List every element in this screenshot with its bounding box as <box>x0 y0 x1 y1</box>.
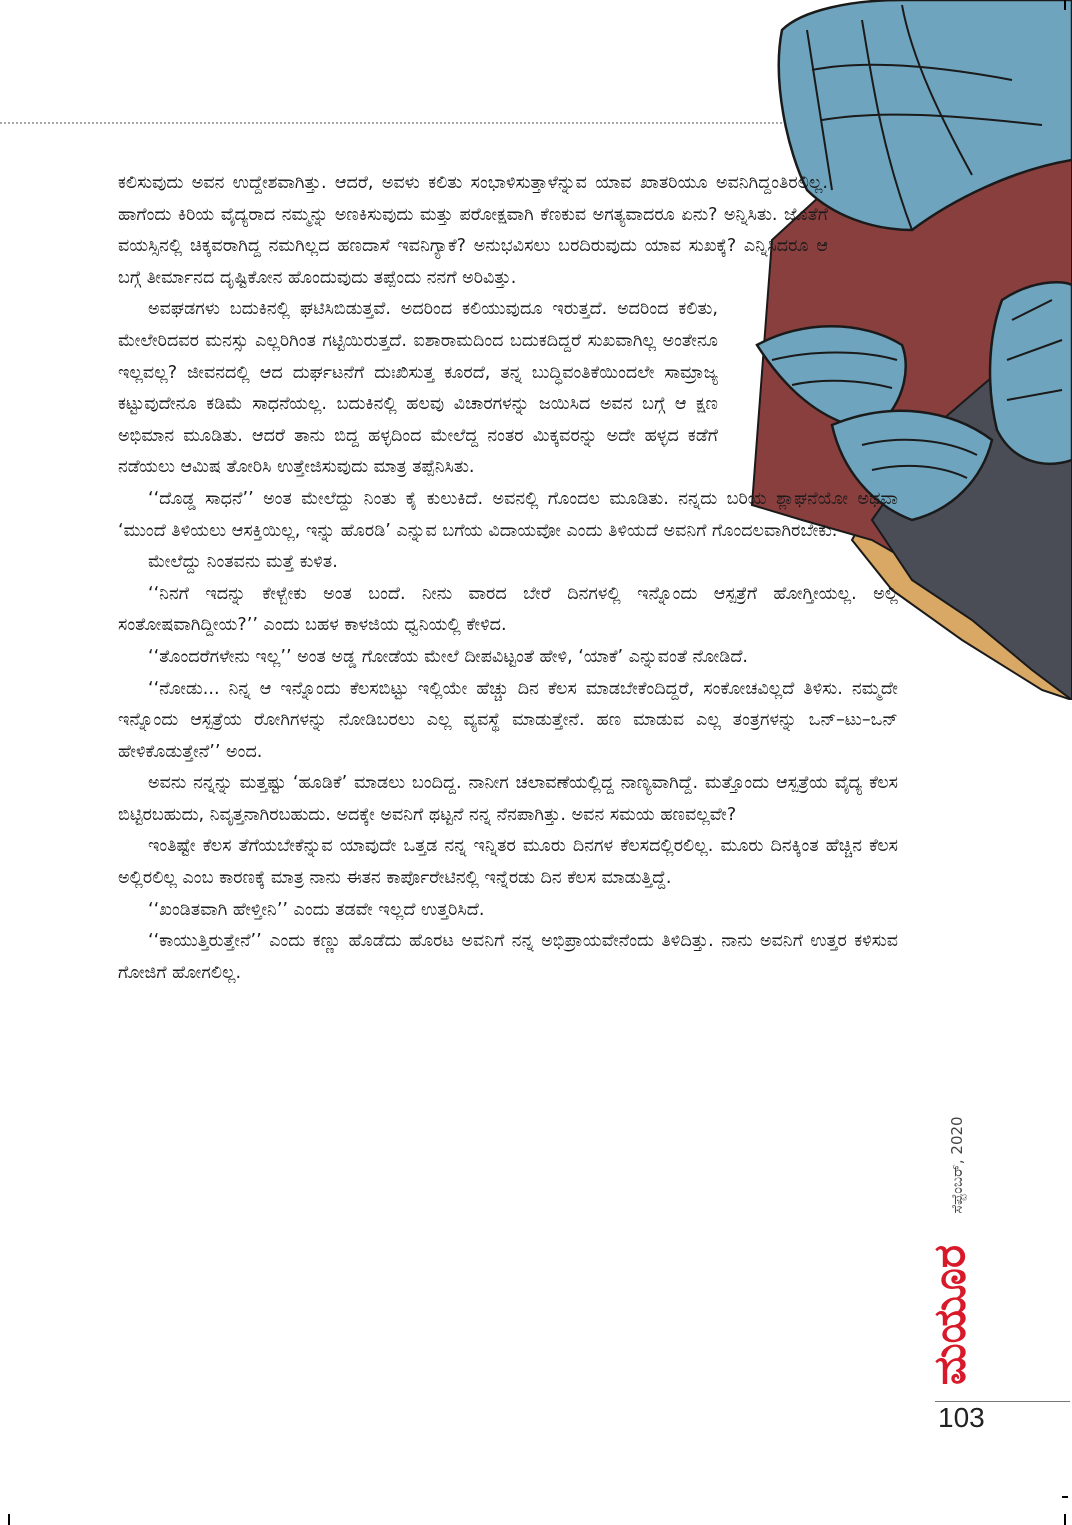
issue-date <box>947 1090 967 1240</box>
paragraph: ಮೇಲೆದ್ದು ನಿಂತವನು ಮತ್ತೆ ಕುಳಿತ. <box>148 552 338 573</box>
paragraph: ‘‘ನಿನಗೆ ಇದನ್ನು ಕೇಳ್ಬೇಕು ಅಂತ ಬಂದೆ. ನೀನು ವಾರದ ಬೇರೆ ದಿನಗಳಲ್ಲಿ ಇನ್ನೊಂದು ಆಸ್ಪತ್ರೆಗೆ ಹೋಗ್ತೀಯಲ್ಲ. ಅಲ್ಲಿ ಸಂತೋಷವಾಗಿದ್ದೀಯ?’’ ಎಂದು ಬಹಳ ಕಾಳಜಿಯ ಧ್ವನಿಯಲ್ಲಿ ಕೇಳಿದ. <box>118 583 898 636</box>
paragraph: ಅವಘಡಗಳು ಬದುಕಿನಲ್ಲಿ ಘಟಿಸಿಬಿಡುತ್ತವೆ. ಅದರಿಂದ ಕಲಿಯುವುದೂ ಇರುತ್ತದೆ. ಅದರಿಂದ ಕಲಿತು, ಮೇಲೇರಿದವರ ಮನಸ್ಸು ಎಲ್ಲರಿಗಿಂತ ಗಟ್ಟಿಯಿರುತ್ತದೆ. ಐಶಾರಾಮದಿಂದ ಬದುಕದಿದ್ದರೆ ಸುಖವಾಗಿಲ್ಲ ಅಂತೇನೂ ಇಲ್ಲವಲ್ಲ? ಜೀವನದಲ್ಲಿ ಆದ ದುರ್ಘಟನೆಗೆ ದುಃಖಿಸುತ್ತ ಕೂರದೆ, ತನ್ನ ಬುದ್ಧಿವಂತಿಕೆಯಿಂದಲೇ ಸಾಮ್ರಾಜ್ಯ ಕಟ್ಟುವುದೇನೂ ಕಡಿಮೆ ಸಾಧನೆಯಲ್ಲ. ಬದುಕಿನಲ್ಲಿ ಹಲವು ವಿಚಾರಗಳನ್ನು ಜಯಿಸಿದ ಅವನ ಬಗ್ಗೆ ಆ ಕ್ಷಣ ಅಭಿಮಾನ ಮೂಡಿತು. ಆದರೆ ತಾನು ಬಿದ್ದ ಹಳ್ಳದಿಂದ ಮೇಲೆದ್ದ ನಂತರ ಮಿಕ್ಕವರನ್ನು ಅದೇ ಹಳ್ಳದ ಕಡೆಗೆ ನಡೆಯಲು ಆಮಿಷ ತೋರಿಸಿ ಉತ್ತೇಜಿಸುವುದು ಮಾತ್ರ ತಪ್ಪೆನಿಸಿತು. <box>118 299 718 478</box>
crop-mark <box>1064 0 1066 10</box>
paragraph: ಕಲಿಸುವುದು ಅವನ ಉದ್ದೇಶವಾಗಿತ್ತು. ಆದರೆ, ಅವಳು ಕಲಿತು ಸಂಭಾಳಿಸುತ್ತಾಳೆನ್ನುವ ಯಾವ ಖಾತರಿಯೂ ಅವನಿಗಿದ್ದಂತಿರಲಿಲ್ಲ. ಹಾಗೆಂದು ಕಿರಿಯ ವೈದ್ಯರಾದ ನಮ್ಮನ್ನು ಅಣಕಿಸುವುದು ಮತ್ತು ಪರೋಕ್ಷವಾಗಿ ಕೆಣಕುವ ಅಗತ್ಯವಾದರೂ ಏನು? ಅನ್ನಿಸಿತು. ಜೊತೆಗೆ ವಯಸ್ಸಿನಲ್ಲಿ ಚಿಕ್ಕವರಾಗಿದ್ದ ನಮಗಿಲ್ಲದ ಹಣದಾಸೆ ಇವನಿಗ್ಯಾಕೆ? ಅನುಭವಿಸಲು ಬರದಿರುವುದು ಯಾವ ಸುಖಕ್ಕೆ? ಎನ್ನಿಸಿದರೂ ಆ ಬಗ್ಗೆ ತೀರ್ಮಾನದ ದೃಷ್ಟಿಕೋನ ಹೊಂದುವುದು ತಪ್ಪೆಂದು ನನಗೆ ಅರಿವಿತ್ತು. <box>118 173 828 288</box>
paragraph: ಇಂತಿಷ್ಟೇ ಕೆಲಸ ತೆಗೆಯಬೇಕೆನ್ನುವ ಯಾವುದೇ ಒತ್ತಡ ನನ್ನ ಇನ್ನಿತರ ಮೂರು ದಿನಗಳ ಕೆಲಸದಲ್ಲಿರಲಿಲ್ಲ. ಮೂರು ದಿನಕ್ಕಿಂತ ಹೆಚ್ಚಿನ ಕೆಲಸ ಅಲ್ಲಿರಲಿಲ್ಲ ಎಂಬ ಕಾರಣಕ್ಕೆ ಮಾತ್ರ ನಾನು ಈತನ ಕಾರ್ಪೊರೇಟಿನಲ್ಲಿ ಇನ್ನೆರಡು ದಿನ ಕೆಲಸ ಮಾಡುತ್ತಿದ್ದೆ. <box>118 836 898 889</box>
paragraph: ‘‘ದೊಡ್ಡ ಸಾಧನೆ’’ ಅಂತ ಮೇಲೆದ್ದು ನಿಂತು ಕೈ ಕುಲುಕಿದೆ. ಅವನಲ್ಲಿ ಗೊಂದಲ ಮೂಡಿತು. ನನ್ನದು ಬರಿಯ ಶ್ಲಾಘನೆಯೋ ಅಥವಾ ‘ಮುಂದೆ ತಿಳಿಯಲು ಆಸಕ್ತಿಯಿಲ್ಲ, ಇನ್ನು ಹೊರಡಿ’ ಎನ್ನುವ ಬಗೆಯ ವಿದಾಯವೋ ಎಂದು ತಿಳಿಯದೆ ಅವನಿಗೆ ಗೊಂದಲವಾಗಿರಬೇಕು. <box>118 488 898 541</box>
paragraph: ‘‘ಕಾಯುತ್ತಿರುತ್ತೇನೆ’’ ಎಂದು ಕಣ್ಣು ಹೊಡೆದು ಹೊರಟ ಅವನಿಗೆ ನನ್ನ ಅಭಿಪ್ರಾಯವೇನೆಂದು ತಿಳಿದಿತ್ತು. ನಾನು ಅವನಿಗೆ ಉತ್ತರ ಕಳಿಸುವ ಗೋಜಿಗೆ ಹೋಗಲಿಲ್ಲ. <box>118 931 898 983</box>
paragraph: ‘‘ತೊಂದರೆಗಳೇನು ಇಲ್ಲ’’ ಅಂತ ಅಡ್ಡ ಗೋಡೆಯ ಮೇಲೆ ದೀಪವಿಟ್ಟಂತೆ ಹೇಳಿ, ‘ಯಾಕೆ’ ಎನ್ನುವಂತೆ ನೋಡಿದೆ. <box>148 646 749 667</box>
paragraph: ಅವನು ನನ್ನನ್ನು ಮತ್ತಷ್ಟು ‘ಹೂಡಿಕೆ’ ಮಾಡಲು ಬಂದಿದ್ದ. ನಾನೀಗ ಚಲಾವಣೆಯಲ್ಲಿದ್ದ ನಾಣ್ಯವಾಗಿದ್ದೆ. ಮತ್ತೊಂದು ಆಸ್ಪತ್ರೆಯ ವೈದ್ಯ ಕೆಲಸ ಬಿಟ್ಟಿರಬಹುದು, ನಿವೃತ್ತನಾಗಿರಬಹುದು. ಅದಕ್ಕೇ ಅವನಿಗೆ ಥಟ್ಟನೆ ನನ್ನ ನೆನಪಾಗಿತ್ತು. ಅವನ ಸಮಯ ಹಣವಲ್ಲವೇ? <box>118 773 898 825</box>
crop-mark <box>1064 1514 1066 1525</box>
paragraph: ‘‘ನೋಡು... ನಿನ್ನ ಆ ಇನ್ನೊಂದು ಕೆಲಸಬಿಟ್ಟು ಇಲ್ಲಿಯೇ ಹೆಚ್ಚು ದಿನ ಕೆಲಸ ಮಾಡಬೇಕೆಂದಿದ್ದರೆ, ಸಂಕೋಚವಿಲ್ಲದೆ ತಿಳಿಸು. ನಮ್ಮದೇ ಇನ್ನೊಂದು ಆಸ್ಪತ್ರೆಯ ರೋಗಿಗಳನ್ನು ನೋಡಿಬರಲು ಎಲ್ಲ ವ್ಯವಸ್ಥೆ ಮಾಡುತ್ತೇನೆ. ಹಣ ಮಾಡುವ ಎಲ್ಲ ತಂತ್ರಗಳನ್ನು ಒನ್–ಟು–ಒನ್ ಹೇಳಿಕೊಡುತ್ತೇನೆ’’ ಅಂದ. <box>118 678 898 762</box>
article-body <box>118 168 898 989</box>
crop-mark <box>8 1514 10 1525</box>
paragraph: ‘‘ಖಂಡಿತವಾಗಿ ಹೇಳ್ತೀನಿ’’ ಎಂದು ತಡವೇ ಇಲ್ಲದೆ ಉತ್ತರಿಸಿದೆ. <box>148 899 485 920</box>
crop-mark <box>1062 1496 1068 1498</box>
magazine-logo <box>924 1244 976 1386</box>
issue-date-text: ಸೆಪ್ಟೆಂಬರ್, 2020 <box>948 1116 966 1214</box>
magazine-logo-text: ಮಯೂರ <box>924 1244 976 1386</box>
page-number: 103 <box>938 1402 985 1433</box>
